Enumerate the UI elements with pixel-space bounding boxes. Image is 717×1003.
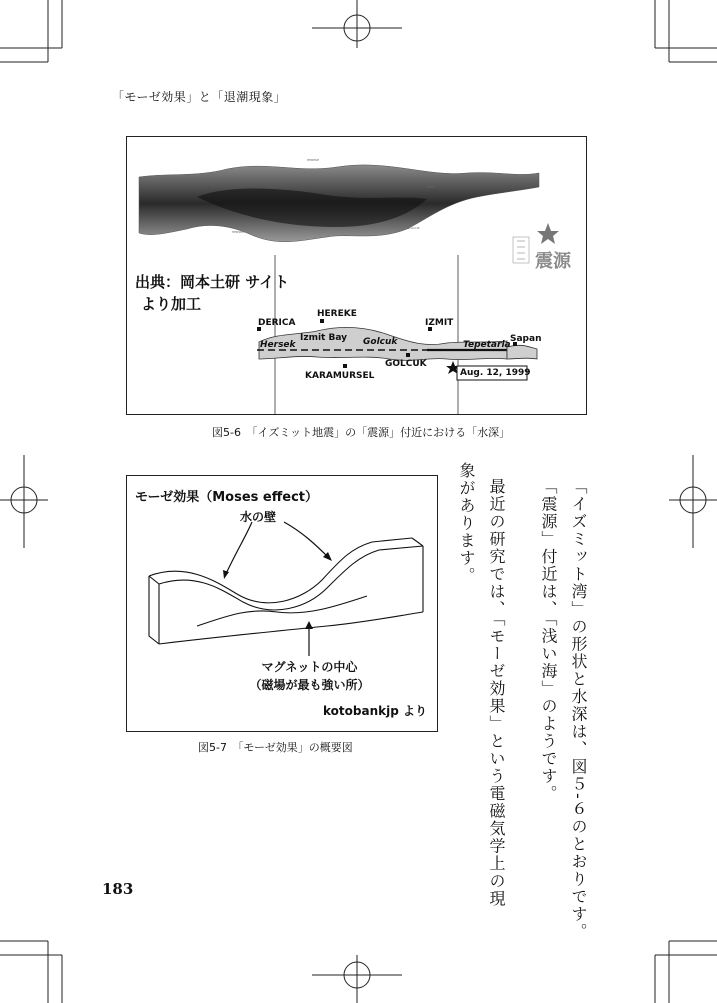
epicenter-label: 震源 (535, 251, 571, 272)
map-source-line1: 出典：岡本土研 サイト (135, 273, 290, 291)
map-label-derica: DERICA (258, 318, 296, 328)
body-text-column-4: 象があります。 (457, 462, 476, 585)
magnet-center-line1: マグネットの中心 (261, 660, 358, 674)
svg-text:DARICA: DARICA (147, 179, 159, 183)
map-label-golcuk: GOLCUK (385, 359, 427, 369)
map-label-hersek: Hersek (260, 340, 296, 350)
svg-text:IZMIT: IZMIT (427, 185, 436, 189)
page-number: 183 (102, 880, 134, 898)
figure-5-6-caption: 図5-6 「イズミット地震」の「震源」付近における「水深」 (212, 426, 511, 439)
figure-5-6-map (126, 136, 587, 415)
map-label-izmit-bay: Izmit Bay (300, 333, 348, 343)
map-label-izmit: IZMIT (425, 318, 454, 328)
map-label-golcuk-italic: Golcuk (363, 337, 398, 347)
svg-text:HERSEK: HERSEK (232, 230, 245, 234)
magnet-center-label (237, 658, 382, 694)
map-label-sapanca: Sapan (510, 334, 542, 344)
map-label-hereke: HEREKE (317, 309, 357, 319)
map-label-tepetarla: Tepetarla (463, 340, 511, 350)
figure-5-7-caption: 図5-7 「モーゼ効果」の概要図 (198, 741, 353, 754)
epicenter-star-icon (537, 223, 559, 244)
body-text-column-3: 最近の研究では、「モーゼ効果」という電磁気学上の現 (487, 478, 506, 908)
body-text-column-2: 「震源」付近は、「浅い海」のようです。 (539, 478, 558, 803)
water-wall-label: 水の壁 (240, 510, 277, 524)
map-label-karamursel: KARAMURSEL (305, 371, 375, 381)
figure-source: kotobankjp より (323, 704, 427, 718)
svg-text:GOLCUK: GOLCUK (407, 226, 420, 230)
svg-text:HEREKE: HEREKE (307, 158, 319, 162)
map-source-line2: より加工 (141, 295, 202, 313)
map-date-label: Aug. 12, 1999 (460, 368, 531, 378)
magnet-center-line2: （磁場が最も強い所） (249, 678, 370, 692)
running-header: 「モーゼ効果」と「退潮現象」 (112, 90, 287, 104)
body-text-column-1: 「イズミット湾」の形状と水深は、図５‐６のとおりです。 (569, 478, 588, 941)
figure-5-7-diagram (126, 475, 438, 732)
figure-title: モーゼ効果（Moses effect） (135, 490, 318, 505)
